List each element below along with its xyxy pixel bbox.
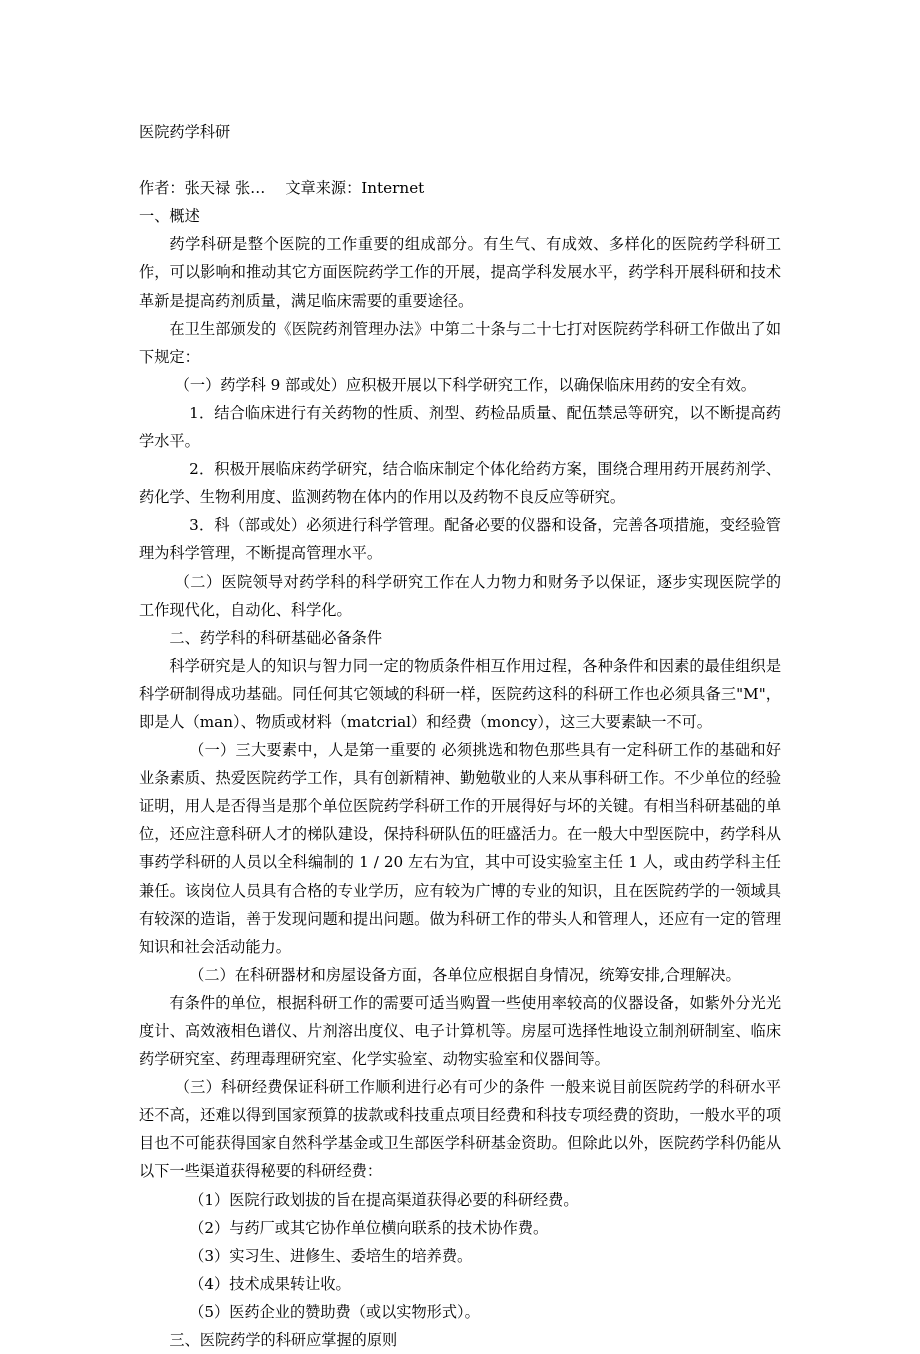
author-source-line: 作者：张天禄 张… 文章来源：Internet [139, 179, 425, 198]
funding-source-item: （2）与药厂或其它协作单位横向联系的技术协作费。 [189, 1218, 549, 1237]
funding-source-item: （4）技术成果转让收。 [189, 1274, 351, 1293]
regulation-item-1: （一）药学科 9 部或处）应积极开展以下科学研究工作，以确保临床用药的安全有效。 [174, 375, 756, 394]
regulation-subitem-2: 2．积极开展临床药学研究，结合临床制定个体化给药方案，围绕合理用药开展药剂学、药化学、生物利用度、监测药物在体内的作用以及药物不良反应等研究。 [139, 460, 781, 507]
funding-source-item: （1）医院行政划拔的旨在提高渠道获得必要的科研经费。 [189, 1190, 579, 1209]
equipment-space-paragraph: （二）在科研器材和房屋设备方面，各单位应根据自身情况，统筹安排,合理解决。 [189, 965, 741, 984]
document-title: 医院药学科研 [139, 123, 231, 141]
regulation-item-2: （二）医院领导对药学科的科学研究工作在人力物力和财务予以保证，逐步实现医院学的工作现代化，自动化、科学化。 [139, 572, 781, 619]
section-heading-basic-conditions: 二、药学科的科研基础必备条件 [169, 628, 383, 647]
section-heading-principles: 三、医院药学的科研应掌握的原则 [169, 1331, 398, 1350]
regulation-subitem-3: 3．科（部或处）必须进行科学管理。配备必要的仪器和设备，完善各项措施，变经验管理为科学管理，不断提高管理水平。 [139, 516, 781, 563]
overview-paragraph-2: 在卫生部颁发的《医院药剂管理办法》中第二十条与二十七打对医院药学科研工作做出了如下规定： [139, 319, 781, 366]
funding-source-item: （5）医药企业的赞助费（或以实物形式）。 [189, 1302, 480, 1321]
document-page [139, 118, 781, 1354]
section-heading-overview: 一、概述 [139, 207, 200, 226]
overview-paragraph-1: 药学科研是整个医院的工作重要的组成部分。有生气、有成效、多样化的医院药学科研工作，可以影响和推动其它方面医院药学工作的开展，提高学科发展水平，药学科开展科研和技术革新是提高药剂质量，满足临床需要的重要途径。 [139, 235, 781, 310]
equipment-details-paragraph: 有条件的单位，根据科研工作的需要可适当购置一些使用率较高的仪器设备，如紫外分光光度计、高效液相色谱仪、片剂溶出度仪、电子计算机等。房屋可选择性地设立制剂研制室、临床药学研究室、药理毒理研究室、化学实验室、动物实验室和仪器间等。 [139, 993, 781, 1069]
regulation-subitem-1: 1．结合临床进行有关药物的性质、剂型、药检品质量、配伍禁忌等研究，以不断提高药学水平。 [139, 403, 781, 451]
funding-paragraph: （三）科研经费保证科研工作顺利进行必有可少的条件 一般来说目前医院药学的科研水平还不高，还难以得到国家预算的拔款或科技重点项目经费和科技专项经费的资助，一般水平的项目也不可能获得国家自然科学基金或卫生部医学科研基金资助。但除此以外，医院药学科仍能从以下一些渠道获得秘要的科研经费： [139, 1078, 781, 1181]
title-spacer [139, 146, 781, 174]
funding-source-item: （3）实习生、进修生、委培生的培养费。 [189, 1246, 473, 1265]
people-requirement-paragraph: （一）三大要素中，人是第一重要的 必须挑选和物色那些具有一定科研工作的基础和好业条素质、热爱医院药学工作，具有创新精神、勤勉敬业的人来从事科研工作。不少单位的经验证明，用人是否得当是那个单位医院药学科研工作的开展得好与坏的关键。有相当科研基础的单位，还应注意科研人才的梯队建设，保持科研队伍的旺盛活力。在一般大中型医院中，药学科从事药学科研的人员以全科编制的 1 / 20 左右为宜，其中可设实验室主任 1 人，或由药学科主任兼任。该岗位人员具有合格的专业学历，应有较为广博的专业的知识，且在医院药学的一领域具有较深的造诣，善于发现问题和提出问题。做为科研工作的带头人和管理人，还应有一定的管理知识和社会活动能力。 [139, 741, 781, 956]
funding-sources-list [139, 1186, 781, 1326]
basic-conditions-paragraph: 科学研究是人的知识与智力同一定的物质条件相互作用过程，各种条件和因素的最佳组织是科学研制得成功基础。同任何其它领域的科研一样，医院药这科的科研工作也必须具备三"M"，即是人（man）、物质或材料（matcrial）和经费（moncy），这三大要素缺一不可。 [139, 656, 781, 731]
